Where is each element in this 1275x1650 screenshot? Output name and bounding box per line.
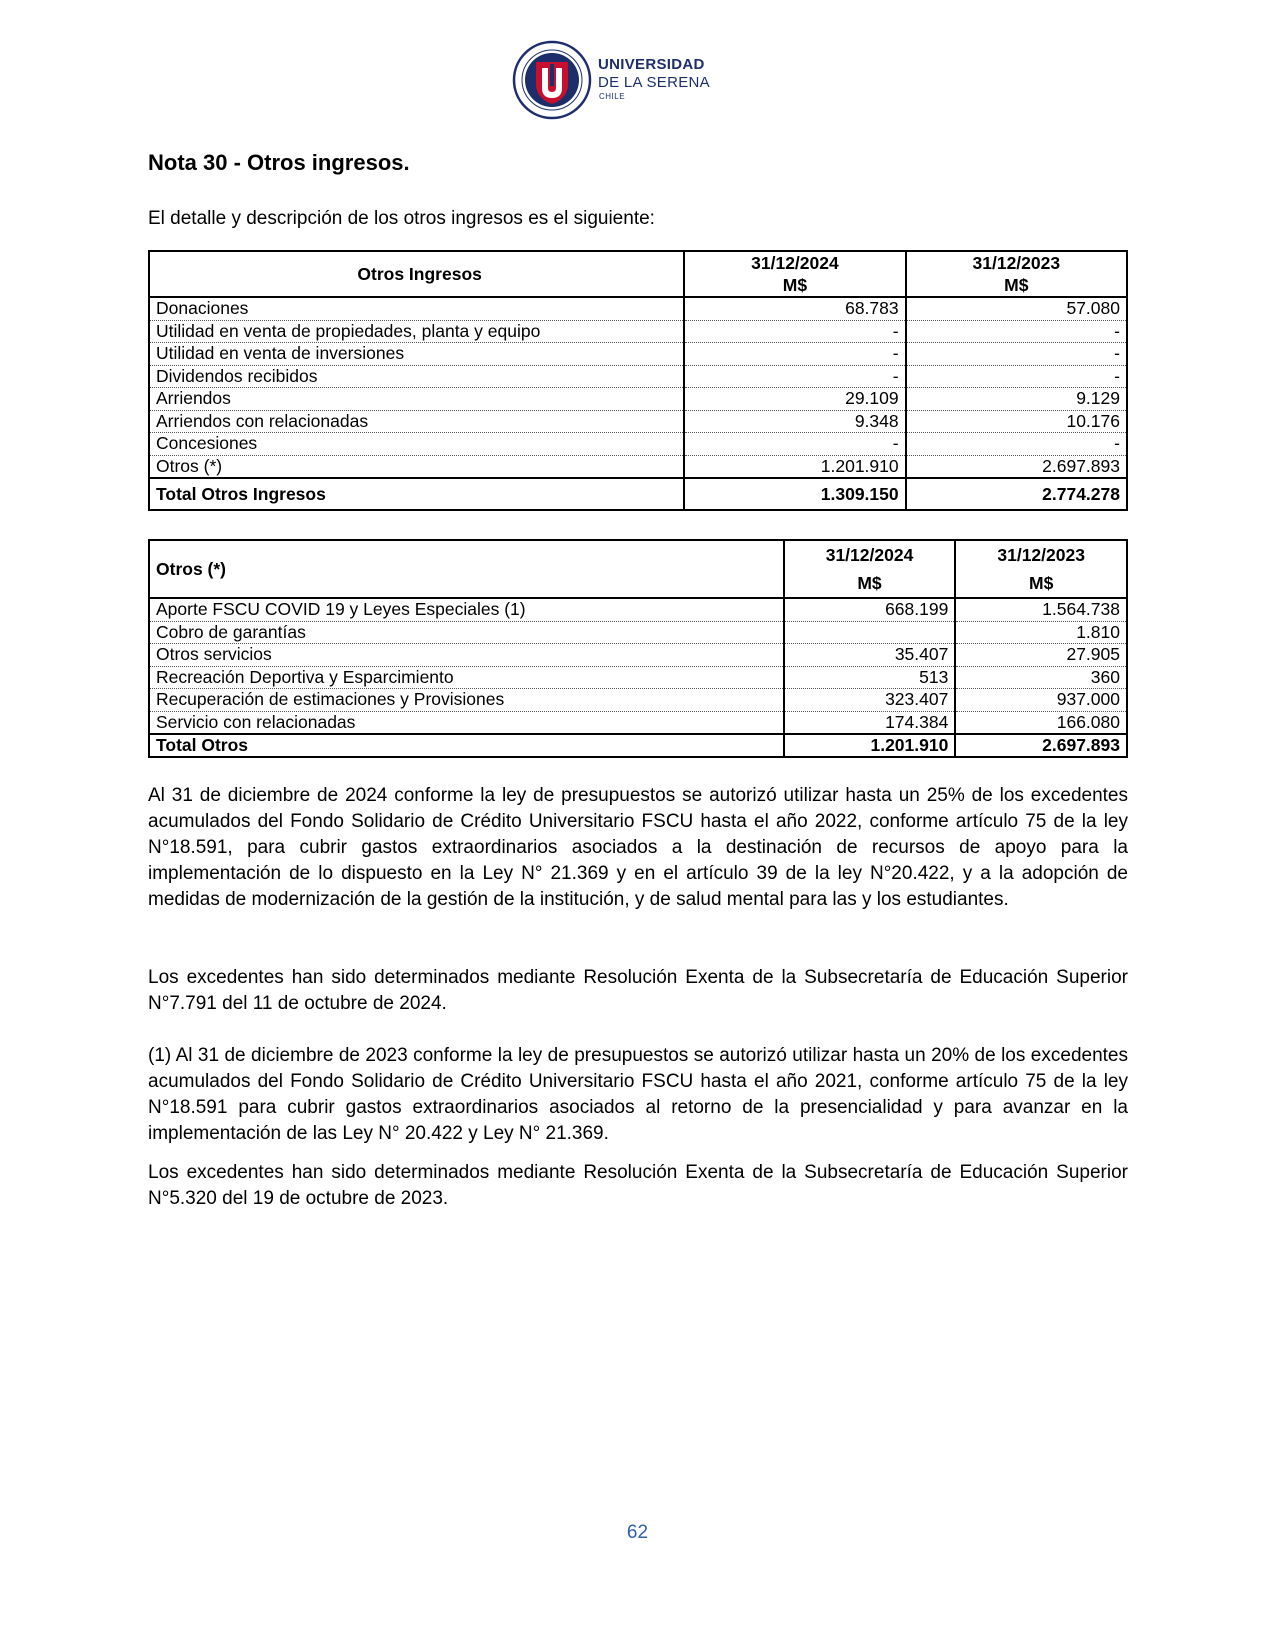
row-value-2024: - [684, 433, 905, 456]
row-value-2024: 9.348 [684, 410, 905, 433]
row-value-2023: 166.080 [955, 711, 1127, 734]
header-date-2024: 31/12/2024 [825, 545, 914, 565]
row-value-2024 [784, 621, 956, 644]
row-label: Utilidad en venta de propiedades, planta y equipo [149, 320, 684, 343]
header-unit-2023: M$ [1029, 573, 1054, 593]
table-row [149, 365, 1127, 388]
row-label: Cobro de garantías [149, 621, 784, 644]
header-date-2023: 31/12/2023 [997, 545, 1085, 565]
row-value-2023: 1.564.738 [955, 598, 1127, 621]
table-header-row [149, 251, 1127, 297]
table-row [149, 666, 1127, 689]
row-label: Otros (*) [149, 455, 684, 478]
page-number: 62 [626, 1522, 649, 1543]
row-value-2023: 57.080 [906, 297, 1127, 320]
otros-ingresos-table [148, 250, 1128, 511]
row-value-2023: 360 [955, 666, 1127, 689]
row-label: Aporte FSCU COVID 19 y Leyes Especiales (1) [149, 598, 784, 621]
logo-country: CHILE [599, 92, 626, 101]
table-total-row [149, 478, 1127, 510]
total-value-2024: 1.201.910 [784, 734, 956, 757]
table-row [149, 621, 1127, 644]
row-value-2023: - [906, 343, 1127, 366]
header-date-2024: 31/12/2024 [751, 253, 839, 273]
logo-line-1: UNIVERSIDAD [598, 56, 705, 73]
row-value-2024: 668.199 [784, 598, 956, 621]
header-date-2023: 31/12/2023 [972, 253, 1061, 273]
otros-detail-table [148, 539, 1128, 758]
row-label: Recuperación de estimaciones y Provisiones [149, 689, 784, 712]
row-label: Servicio con relacionadas [149, 711, 784, 734]
university-logo [512, 40, 722, 120]
row-value-2024: - [684, 365, 905, 388]
total-label: Total Otros [149, 734, 784, 757]
row-label: Recreación Deportiva y Esparcimiento [149, 666, 784, 689]
table-row [149, 410, 1127, 433]
table-row [149, 598, 1127, 621]
paragraph-2023-resolution: Los excedentes han sido determinados mediante Resolución Exenta de la Subsecretaría de Educación Superior N°5.320 del 19 de octubre de 2023. [148, 1162, 1128, 1209]
header-label: Otros (*) [149, 540, 784, 598]
row-value-2024: 68.783 [684, 297, 905, 320]
table-total-row [149, 734, 1127, 757]
note-title: Nota 30 - Otros ingresos. [148, 150, 410, 175]
table-row [149, 433, 1127, 456]
row-value-2023: 1.810 [955, 621, 1127, 644]
paragraph-2023-authorization: (1) Al 31 de diciembre de 2023 conforme la ley de presupuestos se autorizó utilizar hasta un 20% de los excedentes acumulados del Fondo Solidario de Crédito Universitario FSCU hasta el año 2021, conforme artículo 75 de la ley N°18.591 para cubrir gastos extraordinarios asociados al retorno de la presencialidad y para avanzar en la implementación de las Ley N° 20.422 y Ley N° 21.369. [148, 1045, 1128, 1144]
row-value-2024: 513 [784, 666, 956, 689]
row-value-2024: 1.201.910 [684, 455, 905, 478]
header-col-2023 [906, 251, 1127, 297]
row-label: Arriendos [149, 388, 684, 411]
table-header-row [149, 540, 1127, 598]
table-row [149, 320, 1127, 343]
header-label: Otros Ingresos [149, 251, 684, 297]
row-value-2024: - [684, 320, 905, 343]
table-row [149, 343, 1127, 366]
row-label: Otros servicios [149, 644, 784, 667]
row-label: Concesiones [149, 433, 684, 456]
header-unit-2023: M$ [1004, 275, 1029, 295]
row-value-2023: 2.697.893 [906, 455, 1127, 478]
header-col-2024 [684, 251, 905, 297]
total-label: Total Otros Ingresos [149, 478, 684, 510]
total-value-2024: 1.309.150 [684, 478, 905, 510]
row-value-2024: 323.407 [784, 689, 956, 712]
university-seal-icon [512, 40, 592, 120]
row-value-2024: - [684, 343, 905, 366]
total-value-2023: 2.774.278 [906, 478, 1127, 510]
intro-text: El detalle y descripción de los otros ingresos es el siguiente: [148, 208, 655, 229]
row-value-2023: - [906, 433, 1127, 456]
header-unit-2024: M$ [782, 275, 808, 295]
row-value-2024: 35.407 [784, 644, 956, 667]
table-row [149, 297, 1127, 320]
table-row [149, 388, 1127, 411]
row-value-2024: 29.109 [684, 388, 905, 411]
row-label: Donaciones [149, 297, 684, 320]
row-value-2023: 10.176 [906, 410, 1127, 433]
logo-line-2: DE LA SERENA [598, 74, 710, 91]
row-value-2024: 174.384 [784, 711, 956, 734]
row-value-2023: 27.905 [955, 644, 1127, 667]
row-label: Dividendos recibidos [149, 365, 684, 388]
header-unit-2024: M$ [857, 573, 882, 593]
paragraph-2024-authorization: Al 31 de diciembre de 2024 conforme la ley de presupuestos se autorizó utilizar hasta un 25% de los excedentes acumulados del Fondo Solidario de Crédito Universitario FSCU hasta el año 2022, conforme artículo 75 de la ley N°18.591, para cubrir gastos extraordinarios asociados a la destinación de recursos de apoyo para la implementación de lo dispuesto en la Ley N° 21.369 y en el artículo 39 de la ley N°20.422, y a la adopción de medidas de modernización de la gestión de la institución, y de salud mental para las y los estudiantes. [148, 785, 1128, 910]
header-col-2023 [955, 540, 1127, 598]
row-value-2023: - [906, 365, 1127, 388]
total-value-2023: 2.697.893 [955, 734, 1127, 757]
row-label: Utilidad en venta de inversiones [149, 343, 684, 366]
row-value-2023: 937.000 [955, 689, 1127, 712]
table-row [149, 644, 1127, 667]
paragraph-2024-resolution: Los excedentes han sido determinados mediante Resolución Exenta de la Subsecretaría de Educación Superior N°7.791 del 11 de octubre de 2024. [148, 967, 1128, 1014]
row-label: Arriendos con relacionadas [149, 410, 684, 433]
table-row [149, 711, 1127, 734]
row-value-2023: 9.129 [906, 388, 1127, 411]
header-col-2024 [784, 540, 956, 598]
table-row [149, 455, 1127, 478]
row-value-2023: - [906, 320, 1127, 343]
table-row [149, 689, 1127, 712]
